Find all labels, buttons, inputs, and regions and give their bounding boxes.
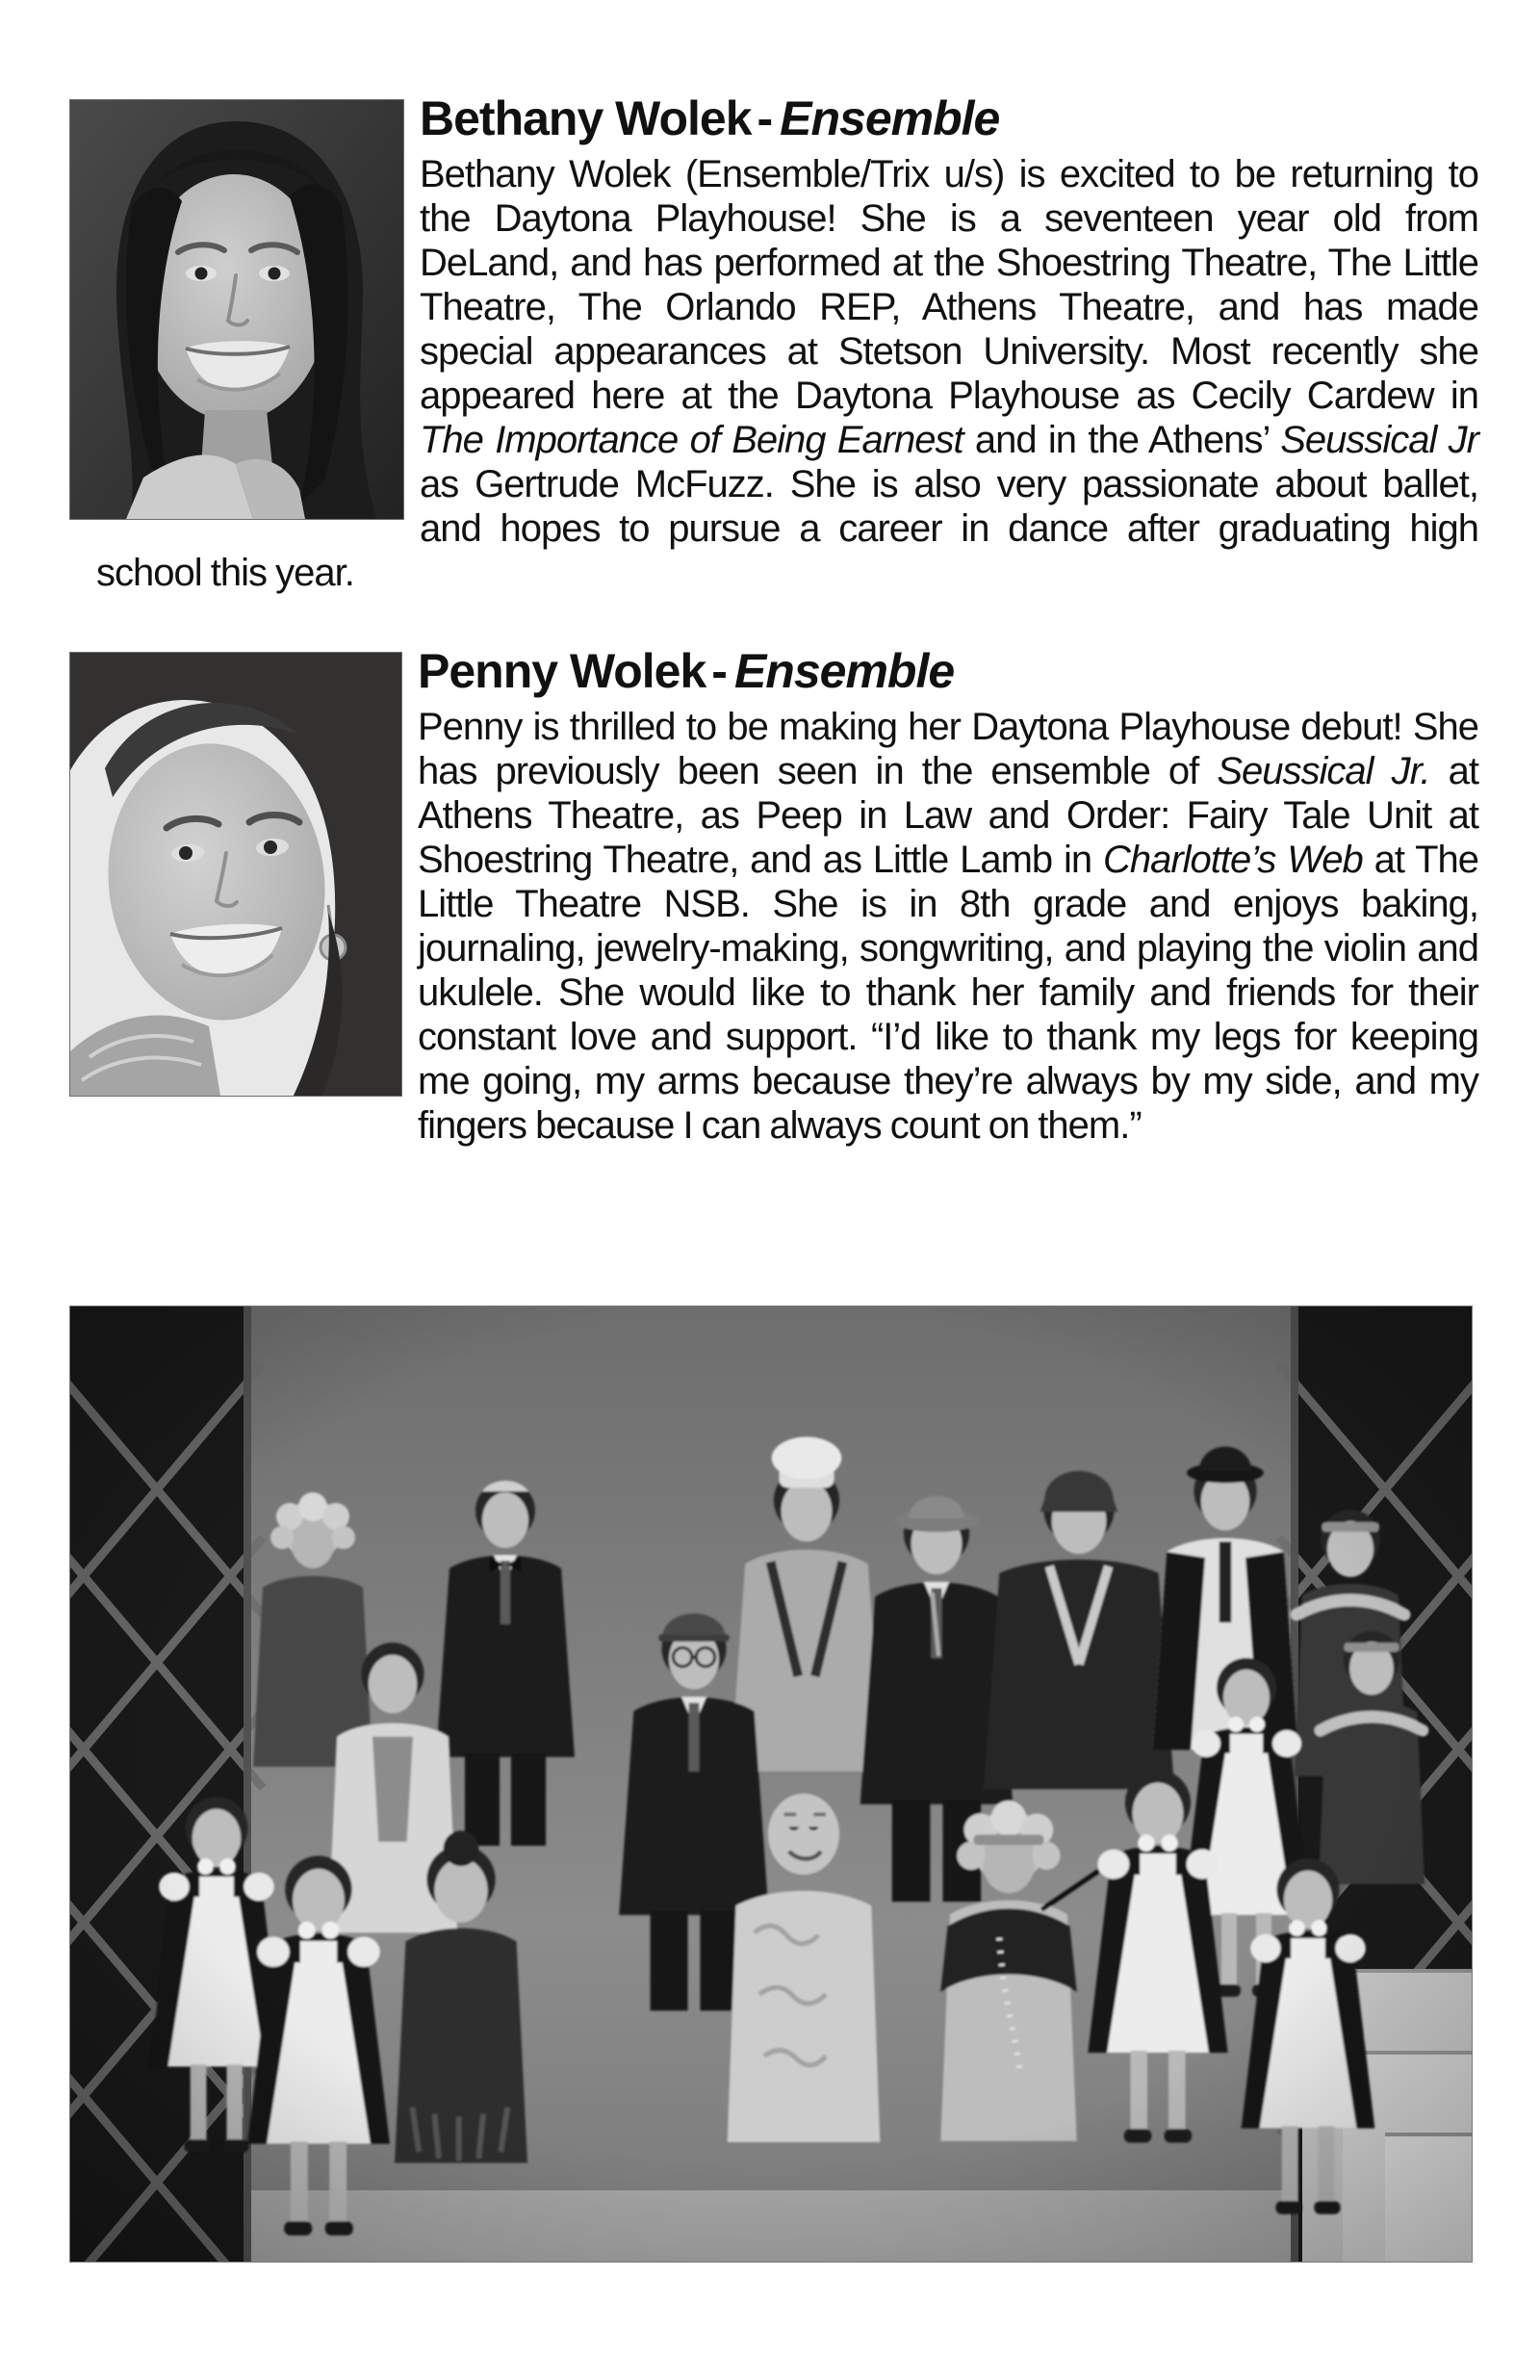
bio-bethany-wolek	[96, 92, 1478, 595]
bethany-headshot-svg	[70, 100, 403, 519]
bio-role: Ensemble	[780, 91, 1000, 145]
bio-role: Ensemble	[733, 644, 955, 698]
bethany-headshot-photo	[69, 99, 404, 520]
cast-group-photo	[69, 1306, 1473, 2263]
bio-penny-wolek	[96, 645, 1478, 1148]
cast-group-photo-svg	[70, 1306, 1472, 2262]
bio-heading-separator: -	[757, 91, 773, 145]
penny-headshot-photo	[69, 652, 402, 1097]
bio-name: Bethany Wolek	[420, 91, 752, 145]
bio-text: Penny is thrilled to be making her Daytona Playhouse debut! She has previously been seen in the ensemble of Seussical Jr. at Athens Theatre, as Peep in Law and Order: Fairy Tale Unit at Shoestring Theatre, and as Little Lamb in Charlotte’s Web at The Little Theatre NSB. She is in 8th grade and enjoys baking, journaling, jewelry-making, songwriting, and playing the violin and ukulele. She would like to thank her family and friends for their constant love and support. “I’d like to thank my legs for keeping me going, my arms because they’re always by my side, and my fingers because I can always count on them.”	[418, 706, 1479, 1147]
bio-text: Bethany Wolek (Ensemble/Trix u/s) is excited to be returning to the Daytona Playhouse! She is a seventeen year old from DeLand, and has performed at the Shoestring Theatre, The Little Theatre, The Orlando REP, Athens Theatre, and has made special appearances at Stetson University. Most recently she appeared here at the Daytona Playhouse as Cecily Cardew in The Importance of Being Earnest and in the Athens’ Seussical Jr as Gertrude McFuzz. She is also very passionate about ballet, and hopes to pursue a career in dance after graduating high school this year.	[96, 153, 1479, 594]
bio-name: Penny Wolek	[418, 644, 706, 698]
bio-heading-separator: -	[711, 644, 727, 698]
penny-headshot-svg	[70, 653, 401, 1096]
